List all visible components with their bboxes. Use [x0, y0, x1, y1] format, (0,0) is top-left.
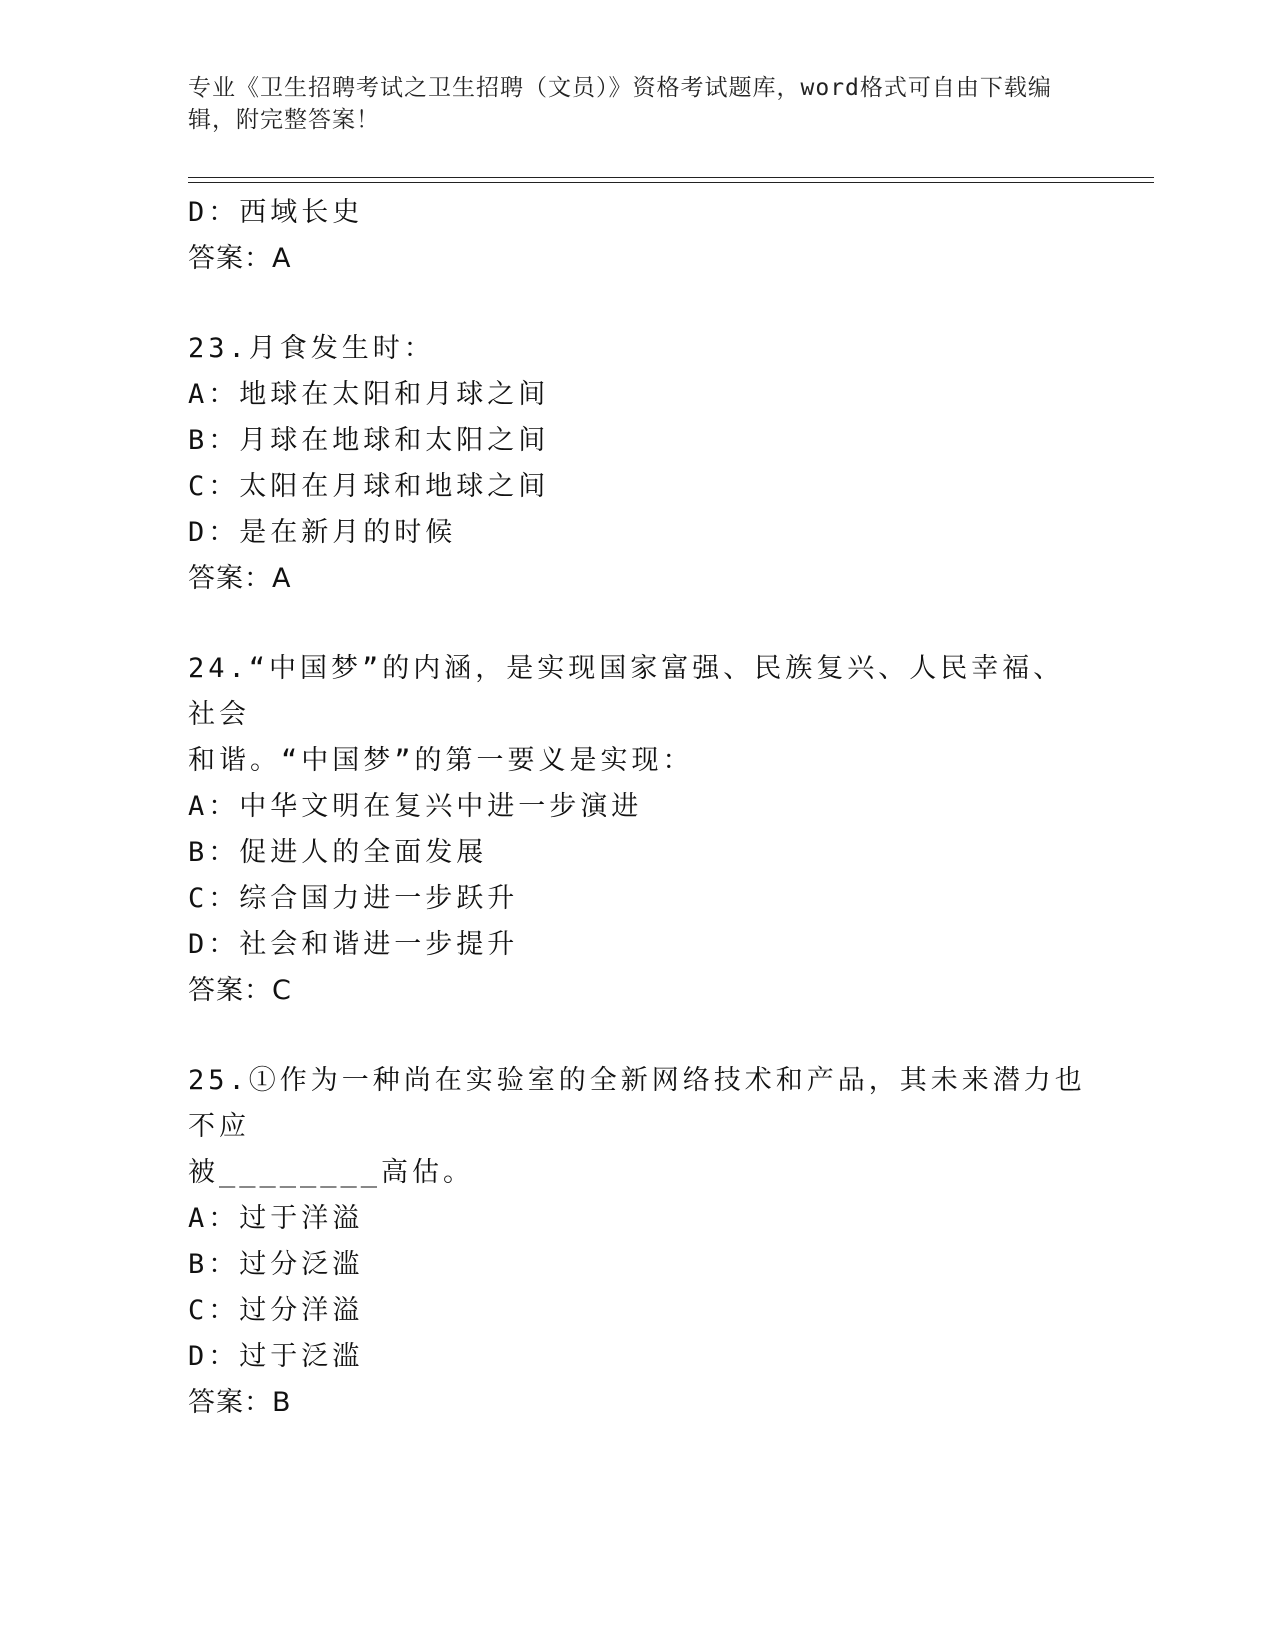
document-header: 专业《卫生招聘考试之卫生招聘（文员）》资格考试题库，word格式可自由下载编辑，附完整答案！	[188, 75, 1052, 133]
option-a: A：过于洋溢	[188, 1203, 364, 1234]
prev-question-tail	[188, 190, 1088, 282]
answer: 答案：A	[188, 243, 292, 274]
question-stem-line-1: 24.“中国梦”的内涵，是实现国家富强、民族复兴、人民幸福、社会	[188, 653, 1065, 730]
option-b: B：促进人的全面发展	[188, 837, 488, 868]
question-24	[188, 646, 1088, 1014]
option-d: D：过于泛滥	[188, 1341, 364, 1372]
answer: 答案：C	[188, 975, 292, 1006]
answer: 答案：A	[188, 563, 292, 594]
option-c: C：太阳在月球和地球之间	[188, 471, 550, 502]
spacer	[188, 282, 1088, 326]
option-b: B：过分泛滥	[188, 1249, 364, 1280]
spacer	[188, 1014, 1088, 1058]
spacer	[188, 602, 1088, 646]
answer: 答案：B	[188, 1387, 292, 1418]
option-d: D：是在新月的时候	[188, 517, 457, 548]
question-23	[188, 326, 1088, 602]
option-a: A：中华文明在复兴中进一步演进	[188, 791, 643, 822]
option-b: B：月球在地球和太阳之间	[188, 425, 550, 456]
option-c: C：过分洋溢	[188, 1295, 364, 1326]
question-stem-line-2: 被________高估。	[188, 1157, 475, 1188]
header-rule-bottom	[188, 182, 1154, 183]
question-list	[188, 190, 1088, 1426]
option-a: A：地球在太阳和月球之间	[188, 379, 550, 410]
question-stem-line-2: 和谐。“中国梦”的第一要义是实现：	[188, 745, 694, 776]
option-d: D：西域长史	[188, 197, 364, 228]
question-25	[188, 1058, 1088, 1426]
option-d: D：社会和谐进一步提升	[188, 929, 519, 960]
option-c: C：综合国力进一步跃升	[188, 883, 519, 914]
question-stem: 23.月食发生时：	[188, 333, 435, 364]
question-stem-line-1: 25.①作为一种尚在实验室的全新网络技术和产品，其未来潜力也不应	[188, 1065, 1086, 1142]
header-rule-top	[188, 177, 1154, 178]
